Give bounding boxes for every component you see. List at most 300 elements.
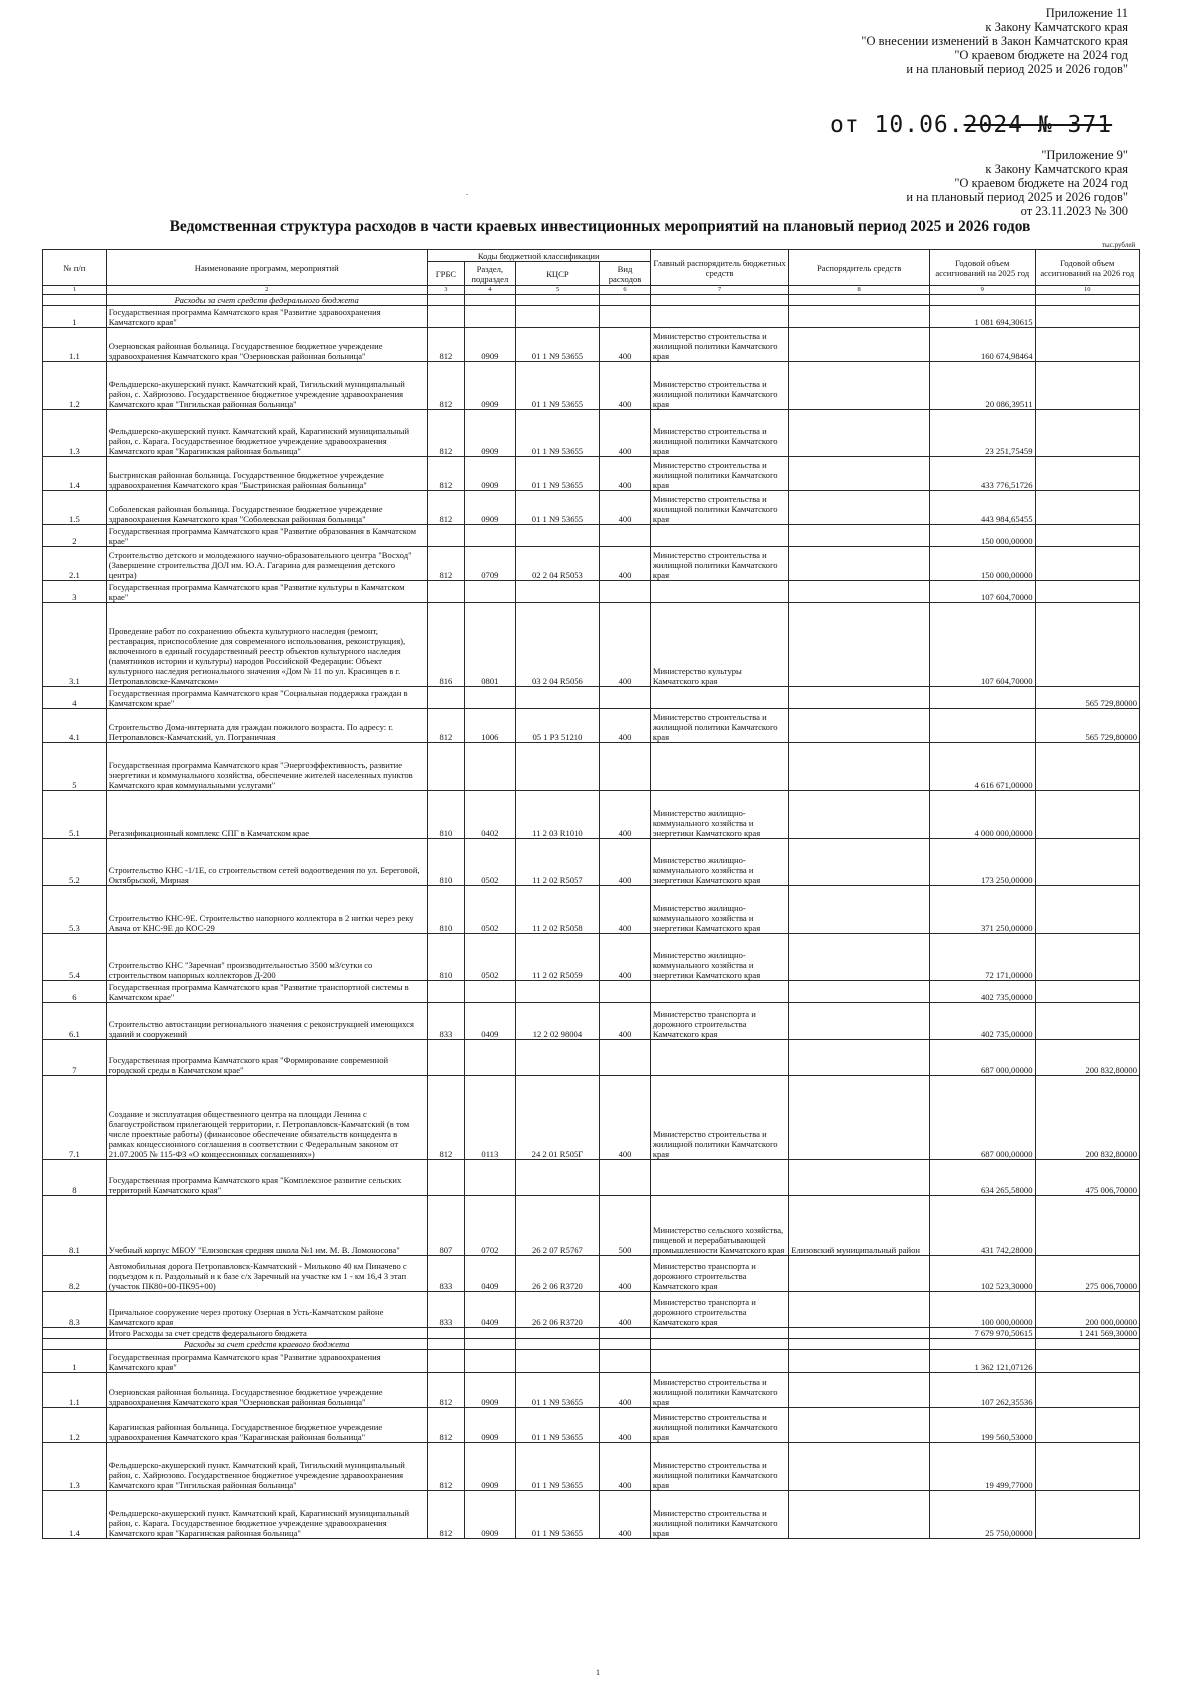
row-amount-2026: 200 832,80000 (1035, 1040, 1140, 1076)
row-manager (789, 839, 930, 886)
row-manager (789, 743, 930, 791)
row-number: 1 (43, 1350, 107, 1373)
row-manager (789, 362, 930, 410)
row-expense-type (600, 687, 651, 709)
row-main-manager (650, 687, 788, 709)
row-main-manager: Министерство транспорта и дорожного строительства Камчатского края (650, 1003, 788, 1040)
table-row (43, 1443, 1140, 1491)
column-numbers-row (43, 286, 1140, 295)
row-expense-type (600, 981, 651, 1003)
row-expense-type: 400 (600, 1292, 651, 1328)
row-grbs (427, 306, 464, 328)
row-number: 8 (43, 1160, 107, 1196)
row-kcsr (515, 981, 600, 1003)
total-2026: 1 241 569,30000 (1035, 1328, 1140, 1339)
row-number: 5 (43, 743, 107, 791)
row-main-manager: Министерство строительства и жилищной политики Камчатского края (650, 328, 788, 362)
row-number: 7.1 (43, 1076, 107, 1160)
row-main-manager: Министерство строительства и жилищной политики Камчатского края (650, 362, 788, 410)
row-amount-2026 (1035, 525, 1140, 547)
row-manager (789, 306, 930, 328)
table-row (43, 743, 1140, 791)
row-manager: Елизовский муниципальный район (789, 1196, 930, 1256)
row-amount-2025: 433 776,51726 (929, 457, 1035, 491)
table-row (43, 491, 1140, 525)
cell-empty (43, 295, 107, 306)
row-amount-2025 (929, 687, 1035, 709)
row-grbs: 812 (427, 362, 464, 410)
row-expense-type: 400 (600, 839, 651, 886)
row-number: 5.1 (43, 791, 107, 839)
row-expense-type: 400 (600, 362, 651, 410)
row-section: 0909 (465, 1491, 516, 1539)
table-row (43, 1408, 1140, 1443)
previous-appendix-header (906, 148, 1128, 218)
row-kcsr: 26 2 07 R5767 (515, 1196, 600, 1256)
col-expense-type: Вид расходов (600, 262, 651, 286)
row-expense-type: 400 (600, 457, 651, 491)
row-amount-2026 (1035, 1373, 1140, 1408)
row-name: Строительство детского и молодежного научно-образовательного центра "Восход" (Завершение строительства ДОЛ им. Ю.А. Гагарина для размещения детского центра) (106, 547, 427, 581)
cell-empty (600, 1328, 651, 1339)
row-amount-2026 (1035, 981, 1140, 1003)
row-number: 1.3 (43, 1443, 107, 1491)
row-grbs (427, 525, 464, 547)
row-manager (789, 1076, 930, 1160)
row-number: 5.2 (43, 839, 107, 886)
table-row (43, 362, 1140, 410)
row-grbs: 812 (427, 491, 464, 525)
row-amount-2025: 107 604,70000 (929, 603, 1035, 687)
row-amount-2025: 402 735,00000 (929, 981, 1035, 1003)
row-kcsr (515, 525, 600, 547)
col-main-manager: Главный распорядитель бюджетных средств (650, 250, 788, 286)
col-2025: Годовой объем ассигнований на 2025 год (929, 250, 1035, 286)
table-row (43, 934, 1140, 981)
row-manager (789, 687, 930, 709)
row-name: Государственная программа Камчатского края "Развитие здравоохранения Камчатского края" (106, 306, 427, 328)
header-line: к Закону Камчатского края (985, 20, 1128, 34)
row-section (465, 1160, 516, 1196)
decree-stamp (830, 112, 1112, 138)
row-name: Автомобильная дорога Петропавловск-Камчатский - Мильково 40 км Пиначево с подъездом к п. Раздольный и к базе с/х Заречный на участке км 1 - км 16,4 3 этап (участок ПК80+00-ПК95+00) (106, 1256, 427, 1292)
row-kcsr: 01 1 N9 53655 (515, 1491, 600, 1539)
row-expense-type: 400 (600, 886, 651, 934)
row-grbs: 812 (427, 1373, 464, 1408)
row-amount-2025: 1 081 694,30615 (929, 306, 1035, 328)
row-amount-2026 (1035, 1350, 1140, 1373)
row-kcsr: 01 1 N9 53655 (515, 328, 600, 362)
row-kcsr: 05 1 P3 51210 (515, 709, 600, 743)
cell-empty (650, 295, 788, 306)
row-amount-2025: 102 523,30000 (929, 1256, 1035, 1292)
row-expense-type (600, 581, 651, 603)
row-kcsr: 01 1 N9 53655 (515, 457, 600, 491)
row-main-manager: Министерство транспорта и дорожного строительства Камчатского края (650, 1292, 788, 1328)
table-row (43, 457, 1140, 491)
row-expense-type: 500 (600, 1196, 651, 1256)
row-kcsr: 01 1 N9 53655 (515, 491, 600, 525)
row-name: Строительство Дома-интерната для граждан пожилого возраста. По адресу: г. Петропавловск-Камчатский, ул. Пограничная (106, 709, 427, 743)
table-row (43, 839, 1140, 886)
row-amount-2025: 150 000,00000 (929, 525, 1035, 547)
row-number: 8.1 (43, 1196, 107, 1256)
table-row (43, 687, 1140, 709)
appendix-header (861, 6, 1128, 76)
row-amount-2025: 4 616 671,00000 (929, 743, 1035, 791)
row-amount-2025: 687 000,00000 (929, 1076, 1035, 1160)
row-expense-type (600, 306, 651, 328)
cell-empty (1035, 295, 1140, 306)
table-row (43, 1292, 1140, 1328)
row-number: 1.2 (43, 1408, 107, 1443)
row-main-manager (650, 1040, 788, 1076)
cell-empty (515, 295, 600, 306)
row-amount-2025: 20 086,39511 (929, 362, 1035, 410)
row-manager (789, 328, 930, 362)
cell-empty (43, 1328, 107, 1339)
row-kcsr (515, 743, 600, 791)
row-section: 0909 (465, 1443, 516, 1491)
row-manager (789, 1160, 930, 1196)
row-grbs: 833 (427, 1292, 464, 1328)
row-amount-2026 (1035, 581, 1140, 603)
row-main-manager: Министерство жилищно-коммунального хозяйства и энергетики Камчатского края (650, 791, 788, 839)
row-main-manager (650, 306, 788, 328)
row-kcsr: 11 2 02 R5059 (515, 934, 600, 981)
cell-empty (515, 1339, 600, 1350)
row-kcsr: 24 2 01 R505Г (515, 1076, 600, 1160)
row-section (465, 581, 516, 603)
row-section: 0709 (465, 547, 516, 581)
row-name: Государственная программа Камчатского края "Развитие культуры в Камчатском крае" (106, 581, 427, 603)
row-number: 1.1 (43, 328, 107, 362)
row-manager (789, 1003, 930, 1040)
row-section: 0801 (465, 603, 516, 687)
header2-line: от 23.11.2023 № 300 (1020, 204, 1128, 218)
row-grbs (427, 1040, 464, 1076)
section-header-row (43, 1339, 1140, 1350)
row-section: 0909 (465, 1373, 516, 1408)
row-name: Государственная программа Камчатского края "Развитие транспортной системы в Камчатском крае" (106, 981, 427, 1003)
row-section: 0502 (465, 839, 516, 886)
row-main-manager (650, 1350, 788, 1373)
row-amount-2025: 4 000 000,00000 (929, 791, 1035, 839)
cell-empty (789, 1339, 930, 1350)
row-grbs (427, 687, 464, 709)
table-row (43, 1350, 1140, 1373)
row-kcsr: 26 2 06 R3720 (515, 1292, 600, 1328)
row-amount-2026 (1035, 1408, 1140, 1443)
row-amount-2026 (1035, 457, 1140, 491)
row-section: 0909 (465, 491, 516, 525)
row-section: 0702 (465, 1196, 516, 1256)
row-main-manager (650, 525, 788, 547)
row-section: 0113 (465, 1076, 516, 1160)
row-main-manager: Министерство жилищно-коммунального хозяйства и энергетики Камчатского края (650, 839, 788, 886)
table-row (43, 709, 1140, 743)
row-kcsr (515, 687, 600, 709)
row-section: 0909 (465, 362, 516, 410)
row-manager (789, 934, 930, 981)
row-amount-2026 (1035, 603, 1140, 687)
row-amount-2025: 19 499,77000 (929, 1443, 1035, 1491)
row-expense-type (600, 1040, 651, 1076)
row-manager (789, 1256, 930, 1292)
row-main-manager: Министерство строительства и жилищной политики Камчатского края (650, 1076, 788, 1160)
row-kcsr: 11 2 03 R1010 (515, 791, 600, 839)
row-number: 5.4 (43, 934, 107, 981)
row-manager (789, 709, 930, 743)
cell-empty (789, 295, 930, 306)
table-row (43, 1003, 1140, 1040)
row-expense-type: 400 (600, 603, 651, 687)
row-grbs: 812 (427, 1076, 464, 1160)
row-main-manager: Министерство строительства и жилищной политики Камчатского края (650, 709, 788, 743)
row-name: Государственная программа Камчатского края "Социальная поддержка граждан в Камчатском крае" (106, 687, 427, 709)
row-grbs: 807 (427, 1196, 464, 1256)
row-amount-2026: 200 832,80000 (1035, 1076, 1140, 1160)
row-main-manager: Министерство транспорта и дорожного строительства Камчатского края (650, 1256, 788, 1292)
row-kcsr: 01 1 N9 53655 (515, 410, 600, 457)
cell-empty (650, 1328, 788, 1339)
row-name: Регазификационный комплекс СПГ в Камчатском крае (106, 791, 427, 839)
row-name: Государственная программа Камчатского края "Формирование современной городской среды в Камчатском крае" (106, 1040, 427, 1076)
section-header-row (43, 295, 1140, 306)
header-line: "О краевом бюджете на 2024 год (954, 48, 1128, 62)
row-number: 1.1 (43, 1373, 107, 1408)
table-row (43, 886, 1140, 934)
row-main-manager: Министерство строительства и жилищной политики Камчатского края (650, 1491, 788, 1539)
row-grbs (427, 1350, 464, 1373)
table-row (43, 581, 1140, 603)
row-number: 1.5 (43, 491, 107, 525)
row-number: 4.1 (43, 709, 107, 743)
row-manager (789, 525, 930, 547)
page-mark: 1 (596, 1668, 600, 1677)
row-section: 0409 (465, 1003, 516, 1040)
decree-number: 2024 № 371 (963, 112, 1113, 138)
row-grbs: 812 (427, 709, 464, 743)
row-amount-2026 (1035, 547, 1140, 581)
row-amount-2025: 1 362 121,07126 (929, 1350, 1035, 1373)
col-num: 4 (465, 286, 516, 295)
row-amount-2025: 23 251,75459 (929, 410, 1035, 457)
table-row (43, 791, 1140, 839)
row-name: Причальное сооружение через протоку Озерная в Усть-Камчатском районе Камчатского края (106, 1292, 427, 1328)
row-name: Государственная программа Камчатского края "Комплексное развитие сельских территорий Камчатского края" (106, 1160, 427, 1196)
cell-empty (929, 1339, 1035, 1350)
row-kcsr (515, 581, 600, 603)
row-main-manager: Министерство строительства и жилищной политики Камчатского края (650, 1443, 788, 1491)
table-row (43, 981, 1140, 1003)
row-number: 2.1 (43, 547, 107, 581)
row-expense-type (600, 525, 651, 547)
row-kcsr: 26 2 06 R3720 (515, 1256, 600, 1292)
row-amount-2026 (1035, 934, 1140, 981)
row-amount-2025: 100 000,00000 (929, 1292, 1035, 1328)
row-amount-2026 (1035, 839, 1140, 886)
row-main-manager (650, 581, 788, 603)
cell-empty (465, 1328, 516, 1339)
row-manager (789, 603, 930, 687)
row-name: Государственная программа Камчатского края "Энергоэффективность, развитие энергетики и коммунального хозяйства, обеспечение жителей населенных пунктов Камчатского края коммунальными услугами" (106, 743, 427, 791)
row-expense-type: 400 (600, 1443, 651, 1491)
table-row (43, 547, 1140, 581)
row-kcsr (515, 306, 600, 328)
row-grbs: 833 (427, 1256, 464, 1292)
row-manager (789, 791, 930, 839)
cell-empty (600, 295, 651, 306)
header2-line: "Приложение 9" (1041, 148, 1128, 162)
col-grbs: ГРБС (427, 262, 464, 286)
header2-line: к Закону Камчатского края (985, 162, 1128, 176)
section-label: Расходы за счет средств краевого бюджета (106, 1339, 427, 1350)
units-label: тыс.рублей (1102, 241, 1136, 249)
row-amount-2026 (1035, 1491, 1140, 1539)
row-manager (789, 491, 930, 525)
row-amount-2025: 431 742,28000 (929, 1196, 1035, 1256)
row-section: 0402 (465, 791, 516, 839)
row-manager (789, 547, 930, 581)
row-kcsr: 11 2 02 R5057 (515, 839, 600, 886)
row-amount-2026 (1035, 362, 1140, 410)
row-number: 6.1 (43, 1003, 107, 1040)
row-grbs: 812 (427, 1408, 464, 1443)
table-row (43, 603, 1140, 687)
row-amount-2026: 200 000,00000 (1035, 1292, 1140, 1328)
cell-empty (1035, 1339, 1140, 1350)
section-label: Расходы за счет средств федерального бюджета (106, 295, 427, 306)
row-kcsr (515, 1160, 600, 1196)
col-num: 1 (43, 286, 107, 295)
row-number: 8.2 (43, 1256, 107, 1292)
row-number: 3 (43, 581, 107, 603)
cell-empty (600, 1339, 651, 1350)
col-name: Наименование программ, мероприятий (106, 250, 427, 286)
row-name: Быстринская районная больница. Государственное бюджетное учреждение здравоохранения Камчатского края "Быстринская районная больница" (106, 457, 427, 491)
row-expense-type (600, 743, 651, 791)
row-main-manager (650, 981, 788, 1003)
row-kcsr: 02 2 04 R5053 (515, 547, 600, 581)
row-manager (789, 1292, 930, 1328)
row-grbs (427, 743, 464, 791)
row-grbs: 812 (427, 457, 464, 491)
row-expense-type: 400 (600, 1408, 651, 1443)
total-row (43, 1328, 1140, 1339)
row-main-manager: Министерство сельского хозяйства, пищевой и перерабатывающей промышленности Камчатского края (650, 1196, 788, 1256)
total-label: Итого Расходы за счет средств федерального бюджета (106, 1328, 427, 1339)
row-amount-2025: 173 250,00000 (929, 839, 1035, 886)
scan-dot: . (466, 188, 468, 197)
cell-empty (427, 1339, 464, 1350)
row-expense-type: 400 (600, 410, 651, 457)
col-num: 9 (929, 286, 1035, 295)
row-section (465, 743, 516, 791)
expenditure-table (42, 249, 1140, 1539)
row-manager (789, 410, 930, 457)
row-grbs (427, 581, 464, 603)
row-manager (789, 886, 930, 934)
row-grbs: 810 (427, 839, 464, 886)
row-name: Государственная программа Камчатского края "Развитие здравоохранения Камчатского края" (106, 1350, 427, 1373)
row-main-manager: Министерство строительства и жилищной политики Камчатского края (650, 1408, 788, 1443)
row-section: 0909 (465, 410, 516, 457)
row-amount-2025: 634 265,58000 (929, 1160, 1035, 1196)
col-num: 10 (1035, 286, 1140, 295)
row-amount-2025: 687 000,00000 (929, 1040, 1035, 1076)
row-section (465, 687, 516, 709)
table-row (43, 410, 1140, 457)
header-line: Приложение 11 (1045, 6, 1128, 20)
row-kcsr: 01 1 N9 53655 (515, 1408, 600, 1443)
row-amount-2026 (1035, 791, 1140, 839)
col-section: Раздел, подраздел (465, 262, 516, 286)
row-number: 5.3 (43, 886, 107, 934)
header2-line: и на плановый период 2025 и 2026 годов" (906, 190, 1128, 204)
row-manager (789, 457, 930, 491)
row-expense-type (600, 1160, 651, 1196)
row-grbs: 810 (427, 791, 464, 839)
row-manager (789, 1040, 930, 1076)
table-row (43, 328, 1140, 362)
row-section (465, 1350, 516, 1373)
cell-empty (465, 1339, 516, 1350)
row-expense-type: 400 (600, 328, 651, 362)
row-amount-2026 (1035, 743, 1140, 791)
col-num: 2 (106, 286, 427, 295)
row-amount-2026: 565 729,80000 (1035, 687, 1140, 709)
row-name: Фельдшерско-акушерский пункт. Камчатский край, Тигильский муниципальный район, с. Хайрюзово. Государственное бюджетное учреждение здравоохранения Камчатского края "Тигильская районная больница" (106, 1443, 427, 1491)
row-section: 0909 (465, 328, 516, 362)
row-section: 0909 (465, 1408, 516, 1443)
row-manager (789, 1373, 930, 1408)
row-name: Озерновская районная больница. Государственное бюджетное учреждение здравоохранения Камчатского края "Озерновская районная больница" (106, 328, 427, 362)
cell-empty (789, 1328, 930, 1339)
table-row (43, 306, 1140, 328)
row-amount-2026 (1035, 1003, 1140, 1040)
row-main-manager: Министерство жилищно-коммунального хозяйства и энергетики Камчатского края (650, 934, 788, 981)
row-amount-2026 (1035, 886, 1140, 934)
row-amount-2025: 443 984,65455 (929, 491, 1035, 525)
row-amount-2025: 160 674,98464 (929, 328, 1035, 362)
col-num: 6 (600, 286, 651, 295)
row-kcsr: 01 1 N9 53655 (515, 1443, 600, 1491)
col-manager: Распорядитель средств (789, 250, 930, 286)
row-manager (789, 981, 930, 1003)
decree-date: от 10.06. (830, 112, 964, 138)
table-row (43, 1491, 1140, 1539)
row-name: Проведение работ по сохранению объекта культурного наследия (ремонт, реставрация, приспособление для современного использования, реконструкция), включенного в единый государственный реестр объектов культурного наследия (памятников истории и культуры) народов Российской Федерации: Объект культурного наследия регионального значения «Дом № 11 по ул. Красинцев в г. Петропавловске-Камчатском» (106, 603, 427, 687)
row-grbs: 810 (427, 934, 464, 981)
row-amount-2025: 107 604,70000 (929, 581, 1035, 603)
row-number: 4 (43, 687, 107, 709)
row-expense-type: 400 (600, 1491, 651, 1539)
row-section: 0909 (465, 457, 516, 491)
row-name: Соболевская районная больница. Государственное бюджетное учреждение здравоохранения Камчатского края "Соболевская районная больница" (106, 491, 427, 525)
row-main-manager: Министерство строительства и жилищной политики Камчатского края (650, 547, 788, 581)
row-grbs: 812 (427, 1443, 464, 1491)
row-kcsr: 03 2 04 R5056 (515, 603, 600, 687)
row-name: Озерновская районная больница. Государственное бюджетное учреждение здравоохранения Камчатского края "Озерновская районная больница" (106, 1373, 427, 1408)
row-amount-2025: 107 262,35536 (929, 1373, 1035, 1408)
row-number: 7 (43, 1040, 107, 1076)
row-main-manager: Министерство строительства и жилищной политики Камчатского края (650, 457, 788, 491)
row-section: 0409 (465, 1256, 516, 1292)
row-name: Строительство КНС "Заречная" производительностью 3500 м3/сутки со строительством напорных коллекторов Д-200 (106, 934, 427, 981)
row-name: Государственная программа Камчатского края "Развитие образования в Камчатском крае" (106, 525, 427, 547)
row-grbs: 812 (427, 328, 464, 362)
